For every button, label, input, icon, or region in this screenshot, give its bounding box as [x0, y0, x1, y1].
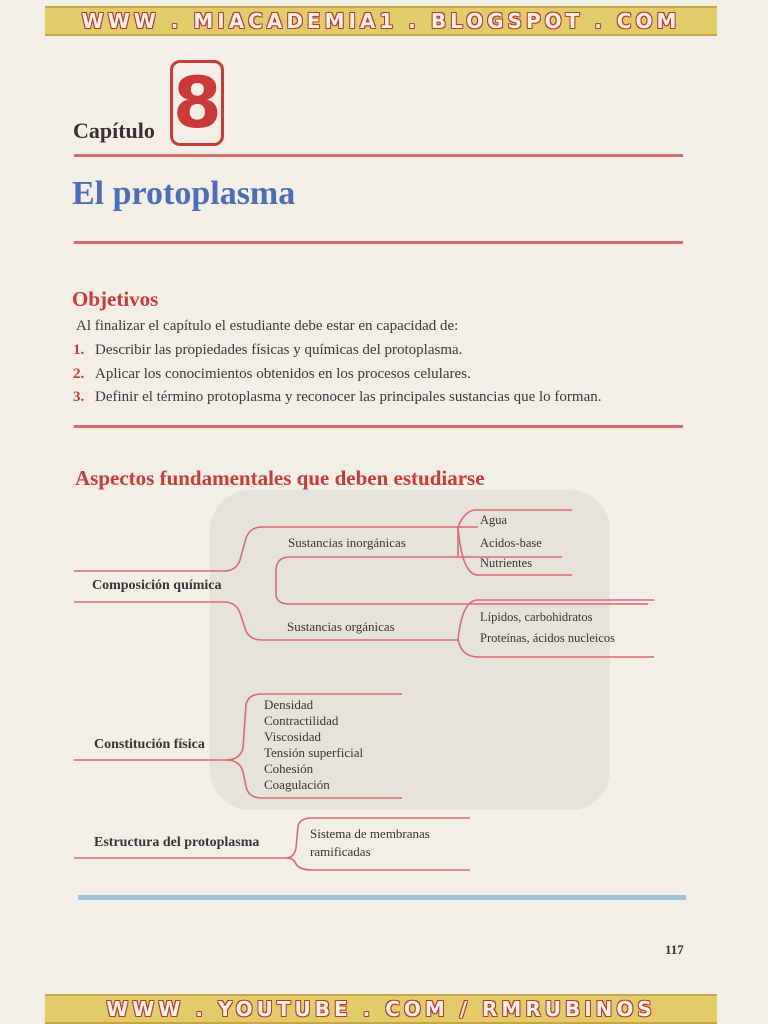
website-banner-bottom: WWW . YOUTUBE . COM / RMRUBINOS — [45, 994, 717, 1024]
physical-property: Viscosidad — [264, 729, 321, 744]
physical-property: Coagulación — [264, 777, 330, 792]
objectives-intro: Al finalizar el capítulo el estudiante debe estar en capacidad de: — [76, 318, 459, 334]
inorganic-item: Agua — [480, 513, 508, 527]
physical-property: Tensión superficial — [264, 745, 364, 760]
chapter-number: 8 — [170, 60, 224, 146]
objective-item: 3. Definir el término protoplasma y reconocer las principales sustancias que lo forman. — [73, 389, 602, 405]
sustancias-inorganicas-label: Sustancias inorgánicas — [288, 535, 406, 550]
estructura-protoplasma-label: Estructura del protoplasma — [94, 835, 260, 850]
website-banner-top: WWW . MIACADEMIA1 . BLOGSPOT . COM — [45, 6, 717, 36]
objective-item: 1. Describir las propiedades físicas y químicas del protoplasma. — [73, 342, 463, 358]
composicion-quimica-label: Composición química — [92, 578, 222, 593]
sustancias-organicas-label: Sustancias orgánicas — [287, 619, 395, 634]
objective-item: 2. Aplicar los conocimientos obtenidos en los procesos celulares. — [73, 365, 471, 382]
chapter-label: Capítulo — [73, 118, 155, 143]
organic-item: Lípidos, carbohidratos — [480, 610, 593, 624]
structure-item: Sistema de membranas — [310, 826, 430, 841]
physical-property: Densidad — [264, 697, 314, 712]
physical-property: Cohesión — [264, 761, 314, 776]
objectives-heading: Objetivos — [72, 287, 159, 311]
organic-item: Proteínas, ácidos nucleicos — [480, 631, 616, 645]
bottom-divider — [78, 895, 686, 900]
physical-property: Contractilidad — [264, 713, 339, 728]
page-title: El protoplasma — [72, 175, 296, 212]
aspects-heading: Aspectos fundamentales que deben estudiarse — [75, 466, 485, 490]
inorganic-item: Acidos-base — [480, 536, 542, 550]
page-number: 117 — [665, 942, 684, 957]
inorganic-item: Nutrientes — [480, 556, 533, 570]
structure-item: ramificadas — [310, 844, 371, 859]
constitucion-fisica-label: Constitución física — [94, 737, 205, 752]
